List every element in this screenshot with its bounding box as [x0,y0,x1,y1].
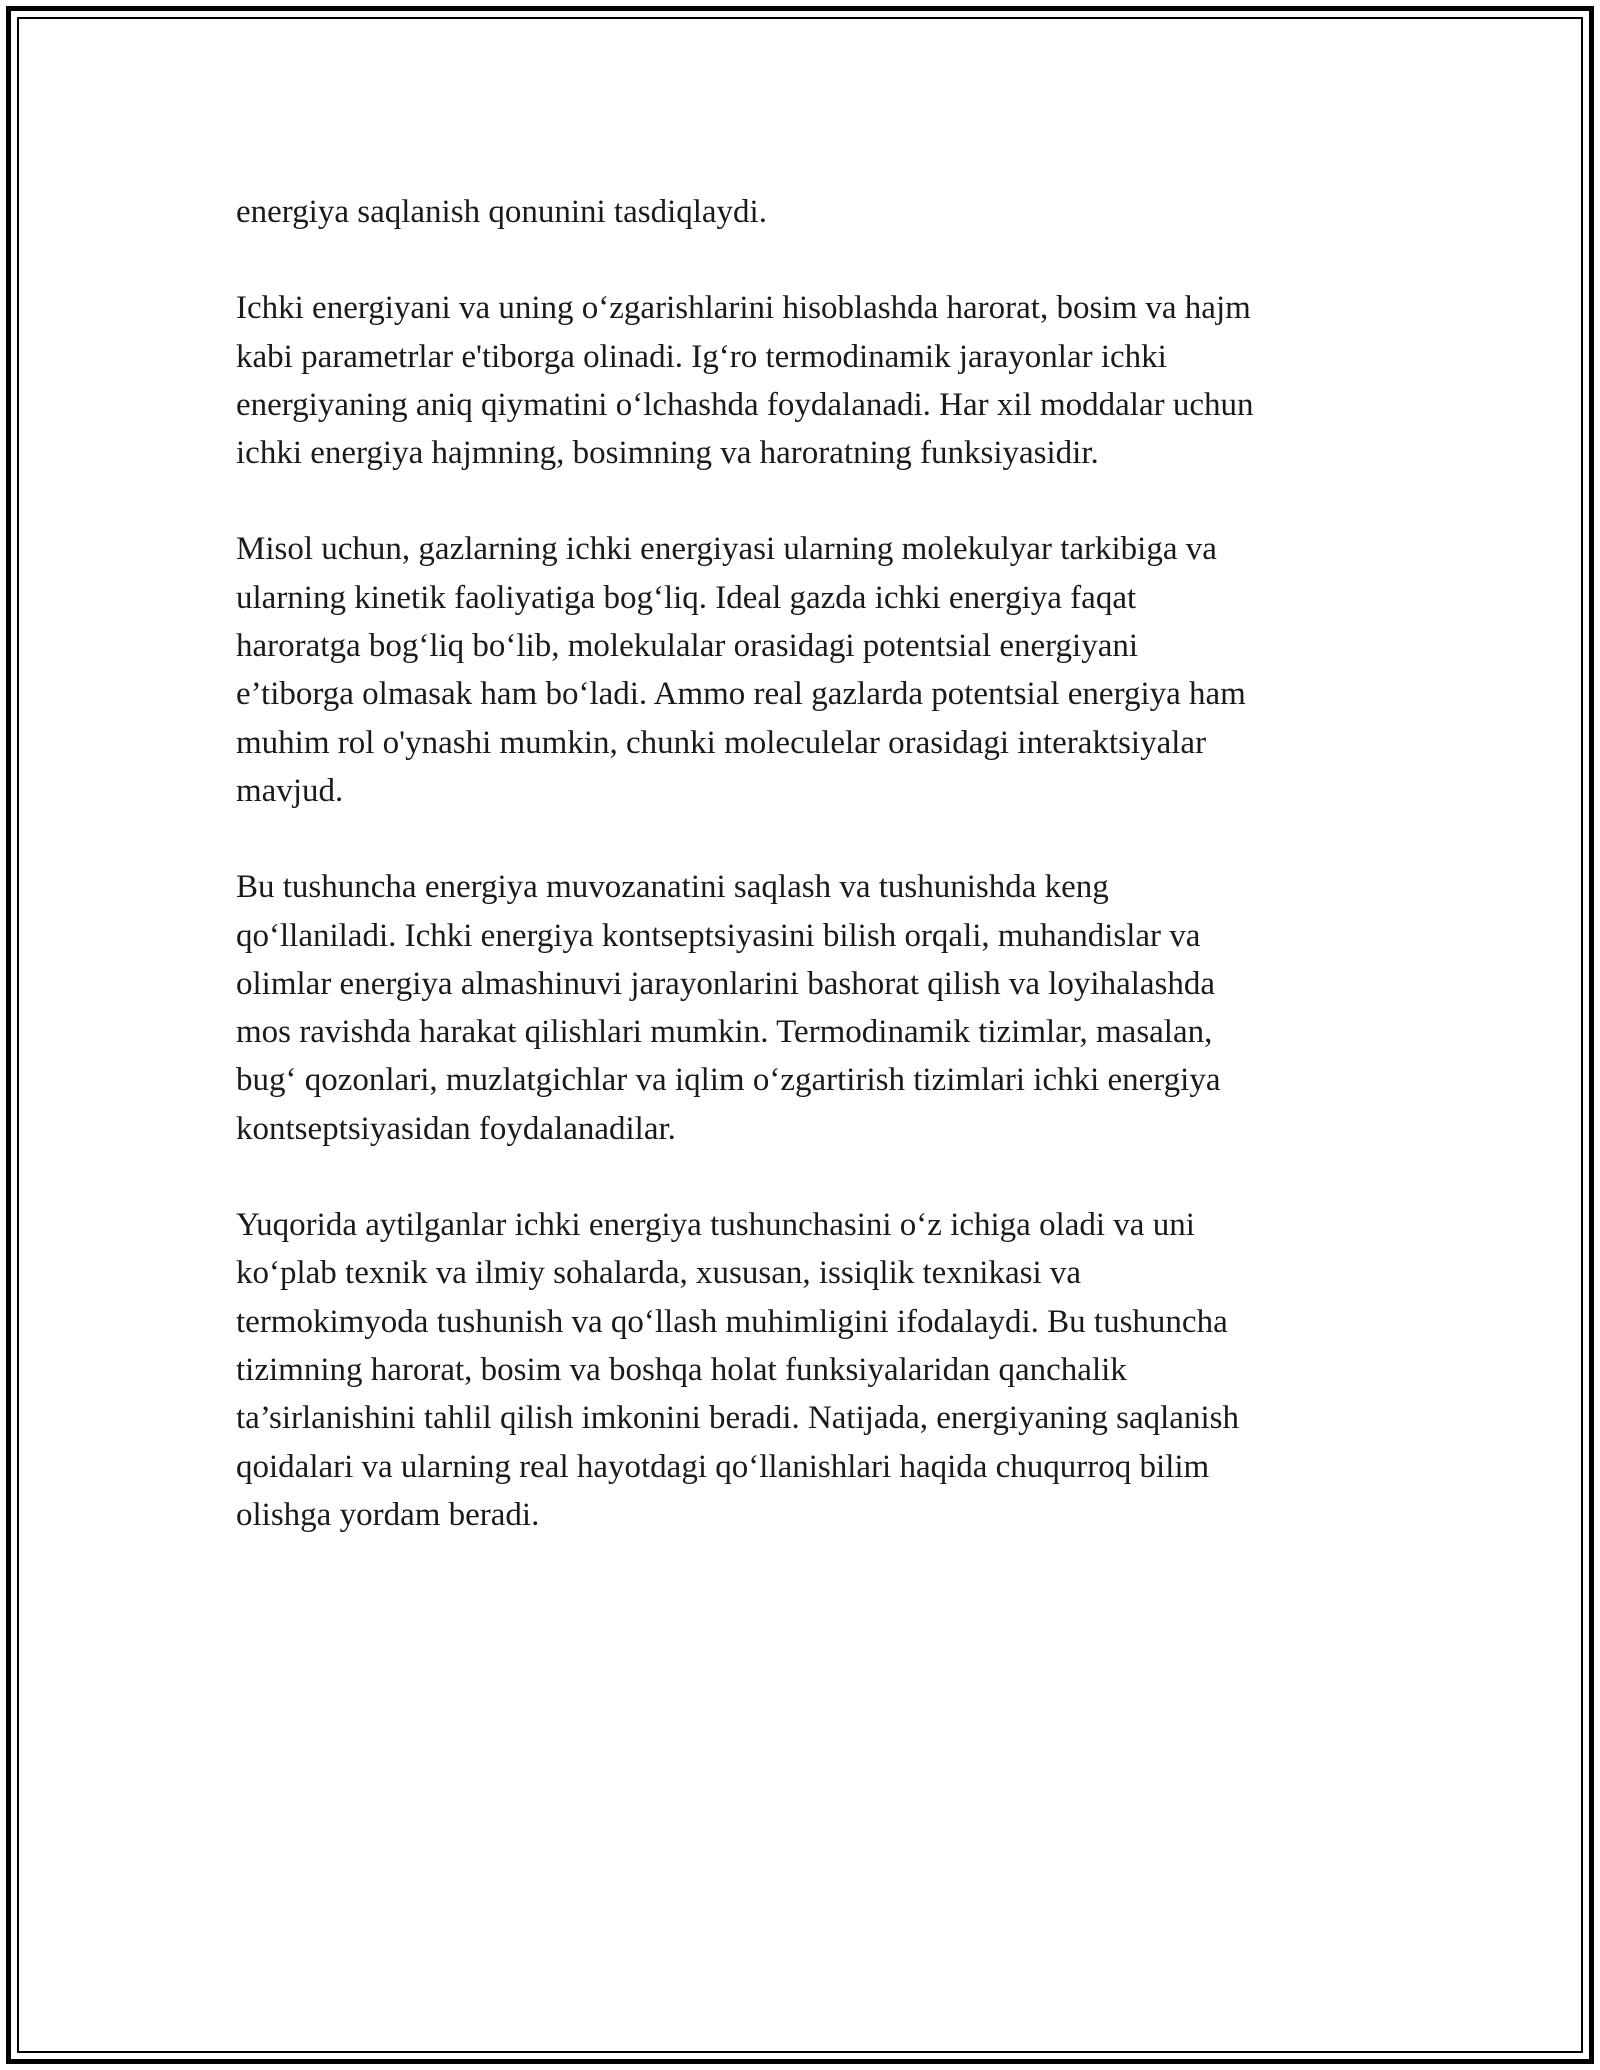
paragraph-4: Bu tushuncha energiya muvozanatini saqlash va tushunishda keng qo‘llaniladi. Ichki energiya kontseptsiyasini bilish orqali, muhandislar va olimlar energiya almashinuvi jarayonlarini bashorat qilish va loyihalashda mos ravishda harakat qilishlari mumkin. Termodinamik tizimlar, masalan, bug‘ qozonlari, muzlatgichlar va iqlim o‘zgartirish tizimlari ichki energiya kontseptsiyasidan foydalanadilar. [236,869,1221,1147]
paragraph-3: Misol uchun, gazlarning ichki energiyasi ularning molekulyar tarkibiga va ularning kinetik faoliyatiga bog‘liq. Ideal gazda ichki energiya faqat haroratga bog‘liq bo‘lib, molekulalar orasidagi potentsial energiyani e’tiborga olmasak ham bo‘ladi. Ammo real gazlarda potentsial energiya ham muhim rol o'ynashi mumkin, chunki moleculelar orasidagi interaktsiyalar mavjud. [236,531,1246,809]
paragraph-5: Yuqorida aytilganlar ichki energiya tushunchasini o‘z ichiga oladi va uni ko‘plab texnik va ilmiy sohalarda, xususan, issiqlik texnikasi va termokimyoda tushunish va qo‘llash muhimligini ifodalaydi. Bu tushuncha tizimning harorat, bosim va boshqa holat funksiyalaridan qanchalik ta’sirlanishini tahlil qilish imkonini beradi. Natijada, energiyaning saqlanish qoidalari va ularning real hayotdagi qo‘llanishlari haqida chuqurroq bilim olishga yordam beradi. [236,1207,1239,1533]
document-body [236,188,1376,1539]
paragraph-1: energiya saqlanish qonunini tasdiqlaydi. [236,194,767,230]
paragraph-2: Ichki energiyani va uning o‘zgarishlarini hisoblashda harorat, bosim va hajm kabi parametrlar e'tiborga olinadi. Ig‘ro termodinamik jarayonlar ichki energiyaning aniq qiymatini o‘lchashda foydalanadi. Har xil moddalar uchun ichki energiya hajmning, bosimning va haroratning funksiyasidir. [236,290,1254,472]
